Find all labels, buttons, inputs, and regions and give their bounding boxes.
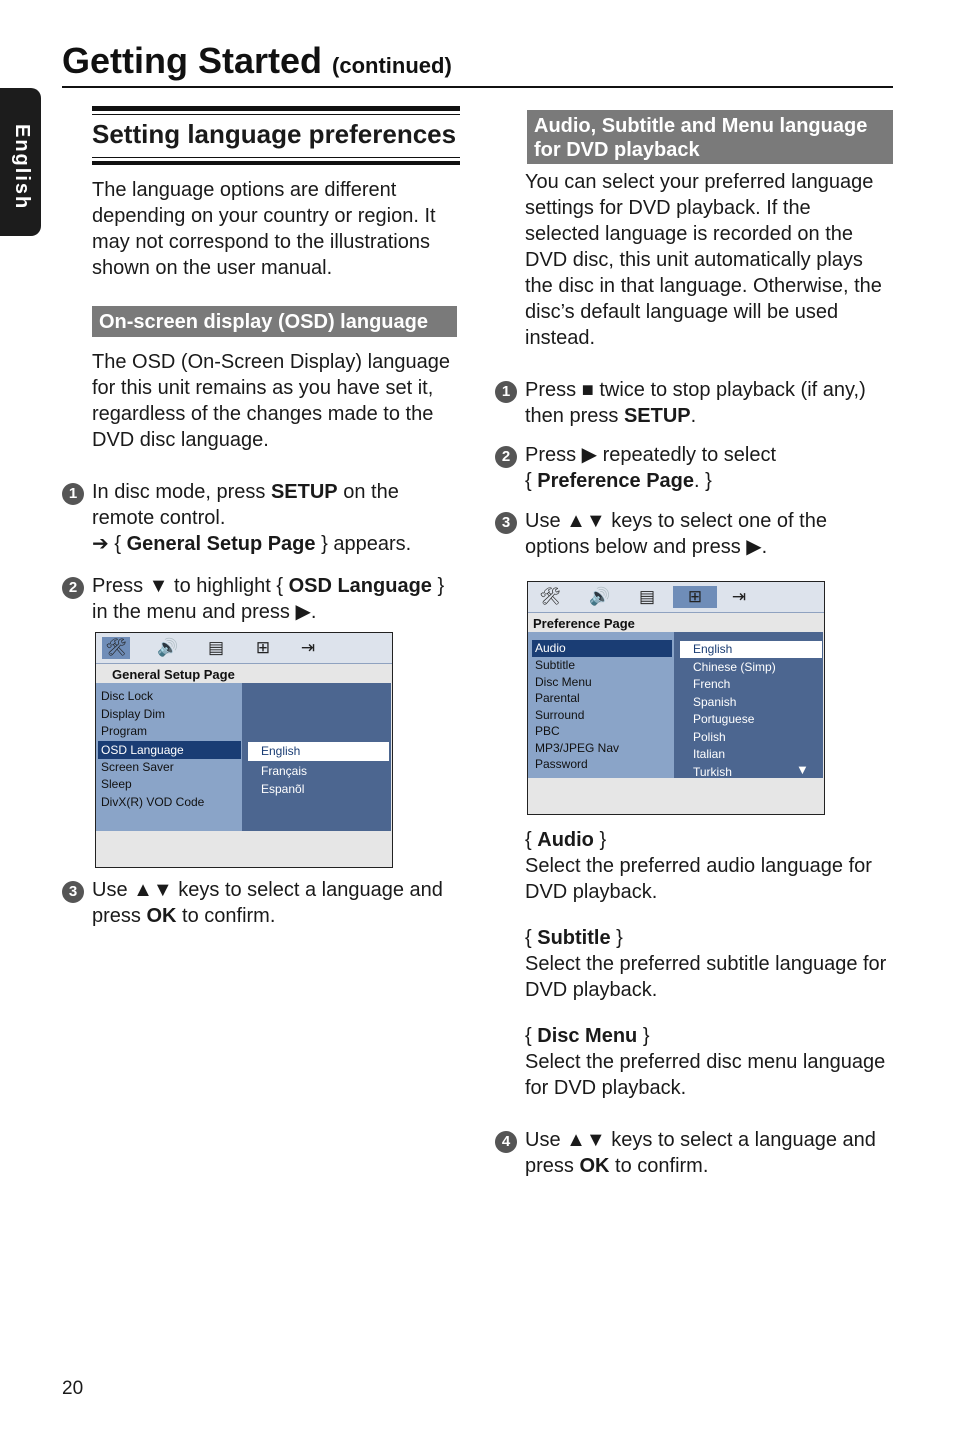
menu-option-selected[interactable]: English <box>248 742 389 761</box>
menu-option[interactable]: Italian <box>693 747 726 761</box>
menu-header: General Setup Page <box>112 667 235 682</box>
definition-text: for DVD playback. <box>525 1077 687 1099</box>
step-key: OSD Language <box>288 575 432 597</box>
step-key: OK <box>579 1155 610 1177</box>
menu-item[interactable]: Sleep <box>101 777 132 791</box>
title-rule <box>62 86 893 88</box>
menu-item[interactable]: Disc Menu <box>535 675 592 689</box>
menu-item[interactable]: Program <box>101 724 148 738</box>
menu-header: Preference Page <box>533 616 635 631</box>
step-text: to confirm. <box>609 1155 709 1177</box>
menu-item[interactable]: Surround <box>535 708 585 722</box>
step-number: 2 <box>62 577 84 599</box>
bar-line: for DVD playback <box>534 139 700 161</box>
menu-item[interactable]: Parental <box>535 691 580 705</box>
step-key: OK <box>146 905 177 927</box>
step-text: { <box>525 470 538 492</box>
osd-line: regardless of the changes made to the <box>92 403 434 425</box>
step-number: 4 <box>495 1131 517 1153</box>
section-rule-top-thin <box>92 114 460 115</box>
right-intro-paragraph <box>525 169 882 351</box>
bar-line: Audio, Subtitle and Menu language <box>534 115 868 137</box>
section-rule-top <box>92 106 460 111</box>
preference-page-menu <box>527 581 825 815</box>
intro-line: may not correspond to the illustrations <box>92 231 430 253</box>
step-number: 3 <box>495 512 517 534</box>
menu-item[interactable]: DivX(R) VOD Code <box>101 795 205 809</box>
menu-option-selected[interactable]: English <box>680 641 822 658</box>
scroll-down-icon[interactable]: ▼ <box>796 762 809 777</box>
step-text: } appears. <box>315 533 412 555</box>
menu-item[interactable]: Password <box>535 757 588 771</box>
exit-icon[interactable]: ⇥ <box>300 638 316 657</box>
menu-option[interactable]: Spanish <box>693 695 737 709</box>
definition-text: DVD playback. <box>525 881 658 903</box>
section-rule-bottom-thick <box>92 161 460 165</box>
side-tab-label: English <box>11 124 33 211</box>
intro-line: selected language is recorded on the <box>525 223 854 245</box>
page-number: 20 <box>62 1378 84 1399</box>
menu-option[interactable]: French <box>693 677 731 691</box>
menu-item[interactable]: Display Dim <box>101 707 166 721</box>
menu-item[interactable]: Screen Saver <box>101 760 174 774</box>
intro-line: You can select your preferred language <box>525 171 874 193</box>
audio-subtitle-heading-bar <box>527 110 893 164</box>
section-heading: Setting language preferences <box>92 119 457 149</box>
osd-paragraph <box>92 349 450 453</box>
right-step-2 <box>495 442 895 492</box>
definition-label: Audio <box>537 829 594 851</box>
section-rule-bottom <box>92 157 460 158</box>
step-text: press <box>525 1155 580 1177</box>
menu-item[interactable]: PBC <box>535 724 560 738</box>
step-text: Press ▼ to highlight { <box>92 575 289 597</box>
step-text: in the menu and press ▶. <box>92 601 317 623</box>
menu-option[interactable]: Portuguese <box>693 712 755 726</box>
step-key: SETUP <box>270 481 338 503</box>
audio-icon[interactable]: 🔊 <box>589 587 611 606</box>
preference-icon[interactable]: ⊞ <box>255 638 271 657</box>
step-text: remote control. <box>92 507 226 529</box>
definition-text: Select the preferred audio language for <box>525 855 872 877</box>
result-arrow: ➔ { <box>92 533 127 555</box>
menu-item[interactable]: Disc Lock <box>101 689 154 703</box>
menu-icon-bar <box>528 582 824 613</box>
intro-paragraph <box>92 177 436 281</box>
menu-item-selected[interactable]: Audio <box>532 640 672 657</box>
step-text: Press ▶ repeatedly to select <box>525 444 777 466</box>
setup-icon[interactable]: 🛠 <box>539 587 561 606</box>
step-number: 3 <box>62 881 84 903</box>
definition-subtitle: { Subtitle } Select the preferred subtitle language for DVD playback. <box>525 927 887 1001</box>
step-text: Use ▲▼ keys to select a language and <box>525 1129 876 1151</box>
step-text: } <box>431 575 445 597</box>
step-text: . <box>690 405 697 427</box>
step-text: to confirm. <box>176 905 276 927</box>
step-text: In disc mode, press <box>92 481 271 503</box>
intro-line: the disc in that language. Otherwise, the <box>525 275 882 297</box>
intro-line: DVD disc, this unit automatically plays <box>525 249 863 271</box>
intro-line: The language options are different <box>92 179 397 201</box>
step-number: 1 <box>62 483 84 505</box>
intro-line: disc’s default language will be used <box>525 301 839 323</box>
intro-line: instead. <box>525 327 596 349</box>
step-text: Press ■ twice to stop playback (if any,) <box>525 379 866 401</box>
menu-icon-bar <box>96 633 392 664</box>
right-step-4 <box>495 1127 895 1177</box>
left-step-3 <box>62 877 462 927</box>
title-main: Getting Started <box>62 40 323 81</box>
step-text: options below and press ▶. <box>525 536 768 558</box>
left-step-2 <box>62 573 462 623</box>
definition-label: Disc Menu <box>537 1025 638 1047</box>
step-key: SETUP <box>623 405 691 427</box>
osd-line: for this unit remains as you have set it, <box>92 377 434 399</box>
title-sub: (continued) <box>332 53 452 78</box>
menu-option[interactable]: Turkish <box>693 765 732 779</box>
right-step-3 <box>495 508 895 558</box>
general-setup-menu <box>95 632 393 868</box>
video-icon[interactable]: ▤ <box>207 638 225 657</box>
osd-heading-bar: On-screen display (OSD) language <box>92 306 457 337</box>
intro-line: settings for DVD playback. If the <box>525 197 811 219</box>
left-step-1 <box>62 479 462 555</box>
intro-line: depending on your country or region. It <box>92 205 436 227</box>
step-number: 1 <box>495 381 517 403</box>
osd-line: DVD disc language. <box>92 429 269 451</box>
menu-item-selected[interactable]: OSD Language <box>98 741 241 759</box>
step-text: on the <box>337 481 399 503</box>
definition-text: Select the preferred disc menu language <box>525 1051 886 1073</box>
preference-icon[interactable]: ⊞ <box>673 586 717 608</box>
step-number: 2 <box>495 446 517 468</box>
menu-option[interactable]: Chinese (Simp) <box>693 660 776 674</box>
osd-line: The OSD (On-Screen Display) language <box>92 351 450 373</box>
intro-line: shown on the user manual. <box>92 257 333 279</box>
step-key: Preference Page <box>537 470 695 492</box>
language-side-tab <box>0 88 41 236</box>
definition-audio: { Audio } Select the preferred audio language for DVD playback. <box>525 829 872 903</box>
audio-icon[interactable]: 🔊 <box>157 638 179 657</box>
exit-icon[interactable]: ⇥ <box>731 587 747 606</box>
definition-label: Subtitle <box>537 927 611 949</box>
page-title <box>62 40 452 82</box>
step-text: then press <box>525 405 624 427</box>
step-text: . } <box>694 470 712 492</box>
menu-option[interactable]: Polish <box>693 730 726 744</box>
step-text: press <box>92 905 147 927</box>
step-key: General Setup Page <box>126 533 316 555</box>
definition-text: Select the preferred subtitle language for <box>525 953 887 975</box>
video-icon[interactable]: ▤ <box>638 587 656 606</box>
definition-disc-menu: { Disc Menu } Select the preferred disc menu language for DVD playback. <box>525 1025 886 1099</box>
definition-text: DVD playback. <box>525 979 658 1001</box>
menu-item[interactable]: MP3/JPEG Nav <box>535 741 620 755</box>
step-text: Use ▲▼ keys to select a language and <box>92 879 443 901</box>
step-text: Use ▲▼ keys to select one of the <box>525 510 827 532</box>
menu-option[interactable]: Espanõl <box>261 782 305 796</box>
setup-icon[interactable]: 🛠 <box>102 637 130 659</box>
menu-item[interactable]: Subtitle <box>535 658 576 672</box>
right-step-1 <box>495 377 895 427</box>
menu-option[interactable]: Français <box>261 764 308 778</box>
